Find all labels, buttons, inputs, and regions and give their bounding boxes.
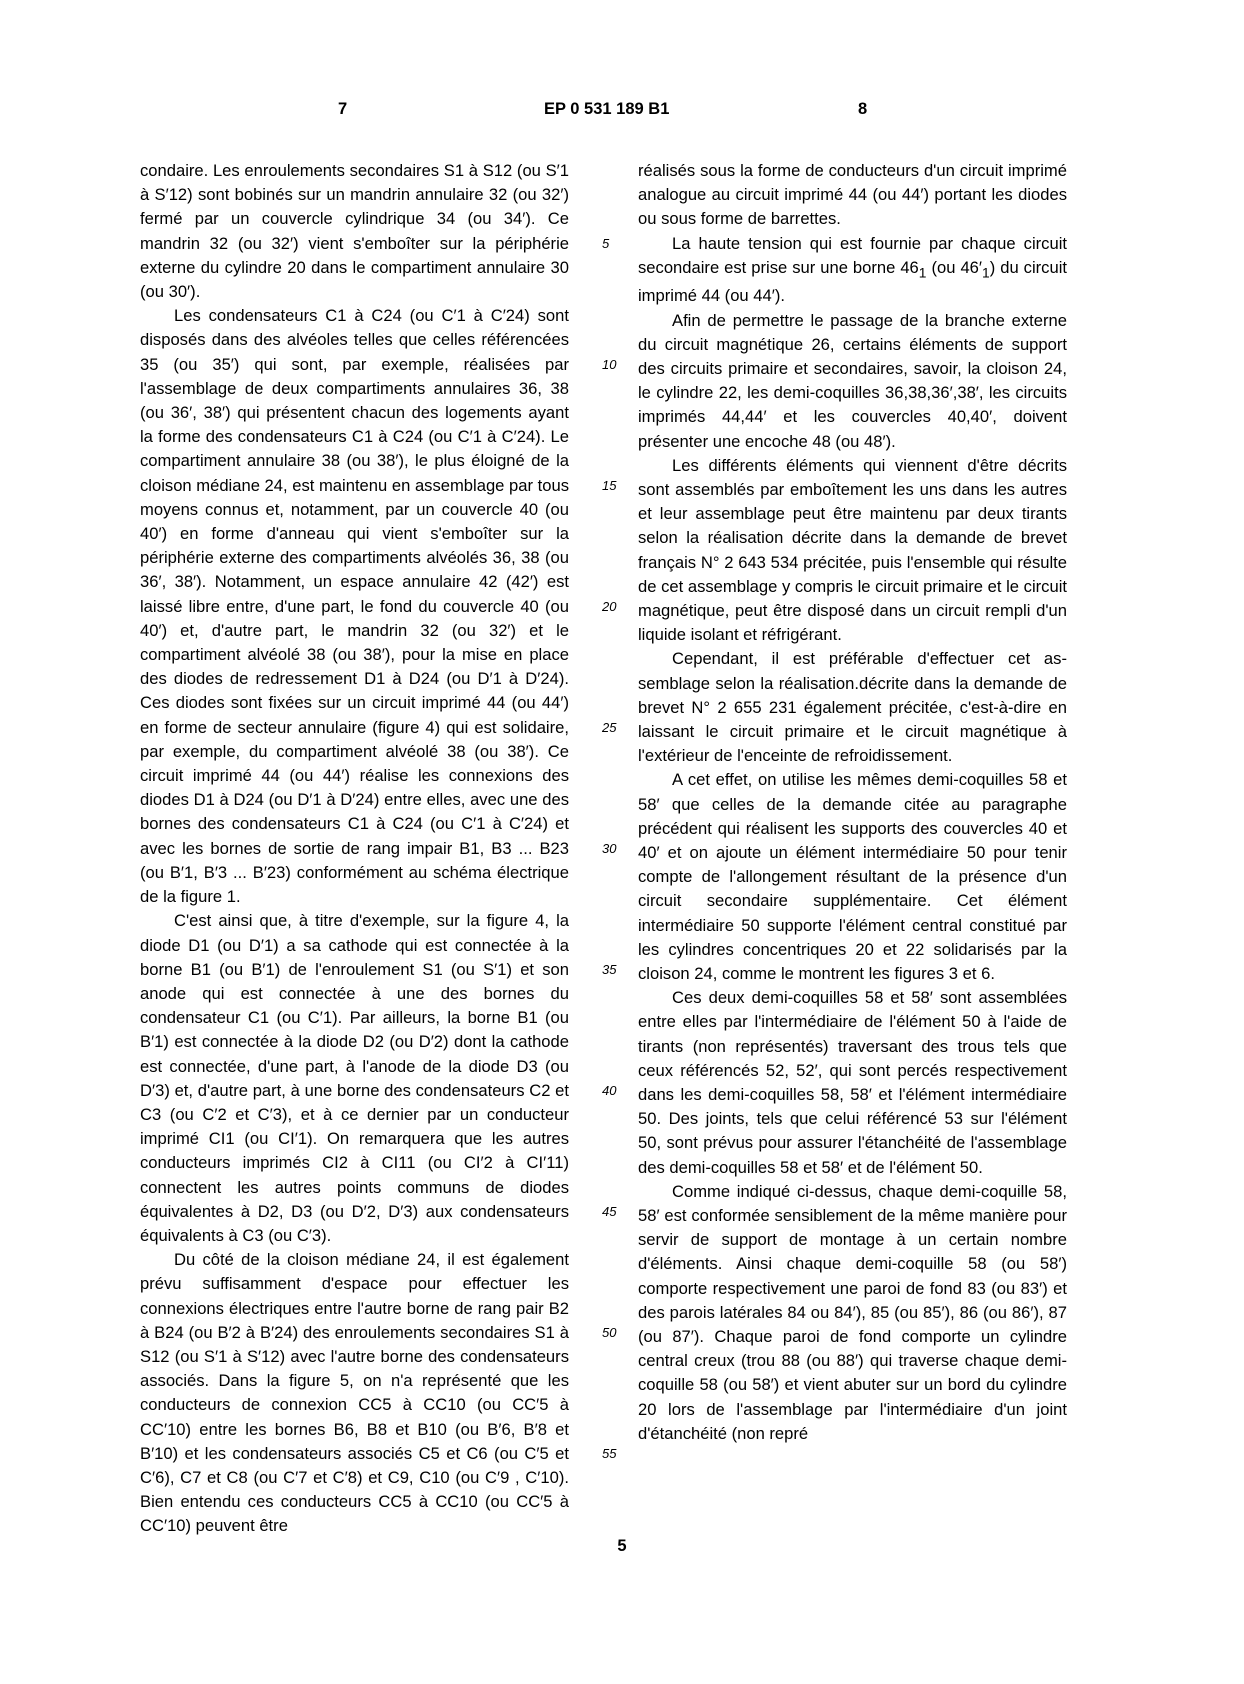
text-run: ) du circuit imprimé 44 (ou 44′). xyxy=(638,257,1067,306)
left-text-column xyxy=(140,159,569,1539)
line-number: 15 xyxy=(602,478,617,493)
line-number: 10 xyxy=(602,357,617,372)
paragraph: Les condensateurs C1 à C24 (ou C′1 à C′24) sont disposés dans des alvéoles telles que celles référencées 35 (ou 35′) qui sont, par exemple, réalisées par l'assemblage de deux compartiments annulaires 36, 38 (ou 36′, 38′) qui présentent chacun des logements ayant la forme des condensateurs C1 à C24 (ou C′1 à C′24). Le compartiment annulaire 38 (ou 38′), le plus éloigné de la cloison médiane 24, est maintenu en assemblage par tous moyens connus et, notamment, par un couvercle 40 (ou 40′) en forme d'anneau qui vient s'emboîter sur la périphérie externe des compartiments alvéolés 36, 38 (ou 36′, 38′). Notamment, un espace annulaire 42 (42′) est laissé libre entre, d'une part, le fond du couvercle 40 (ou 40′) et, d'autre part, le mandrin 32 (ou 32′) et le compartiment alvéolé 38 (ou 38′), pour la mise en place des diodes de redressement D1 à D24 (ou D′1 à D′24). Ces diodes sont fixées sur un circuit imprimé 44 (ou 44′) en forme de secteur annulaire (figure 4) qui est solidaire, par exemple, du compartiment alvéolé 38 (ou 38′). Ce circuit imprimé 44 (ou 44′) réalise les connexions des diodes D1 à D24 (ou D′1 à D′24) entre elles, avec une des bornes des condensateurs C1 à C24 (ou C′1 à C′24) et avec les bornes de sortie de rang impair B1, B3 ... B23 (ou B′1, B′3 ... B′23) conformément au schéma électrique de la figure 1. xyxy=(140,306,569,907)
paragraph-with-subscript xyxy=(638,232,1067,309)
right-text-column xyxy=(638,159,1067,1446)
left-page-number: 7 xyxy=(338,100,348,118)
text-run: (ou 46′ xyxy=(926,257,983,277)
paragraph: C'est ainsi que, à titre d'exemple, sur la figure 4, la diode D1 (ou D′1) a sa cathode qui est connectée à la borne B1 (ou B′1) de l'enroulement S1 (ou S′1) et son anode qui est connectée à une des bornes du condensateur C1 (ou C′1). Par ailleurs, la borne B1 (ou B′1) est connectée à la diode D2 (ou D′2) dont la cathode est connectée, d'une part, à l'anode de la diode D3 (ou D′3) et, d'autre part, à une borne des condensateurs C2 et C3 (ou C′2 et C′3), et à ce dernier par un conducteur imprimé CI1 (ou CI′1). On remarquera que les autres conducteurs imprimés CI2 à CI11 (ou CI′2 à CI′11) connectent les autres points communs de diodes équivalentes à D2, D3 (ou D′2, D′3) aux condensateurs équivalents à C3 (ou C′3). xyxy=(140,911,569,1245)
line-number: 35 xyxy=(602,962,617,977)
paragraph: condaire. Les enroulements secondaires S1 à S12 (ou S′1 à S′12) sont bobinés sur un mandrin annulaire 32 (ou 32′) fermé par un couvercle cylindrique 34 (ou 34′). Ce mandrin 32 (ou 32′) vient s'emboîter sur la périphérie externe du cylindre 20 dans le compartiment annulaire 30 (ou 30′). xyxy=(140,161,569,302)
paragraph: Comme indiqué ci-dessus, chaque demi-coquille 58, 58′ est conformée sensiblement de la même manière pour servir de support de montage à un certain nombre d'éléments. Ainsi chaque demi-coquille 58 (ou 58′) comporte respectivement une paroi de fond 83 (ou 83′) et des parois latérales 84 ou 84′), 85 (ou 85′), 86 (ou 86′), 87 (ou 87′). Chaque paroi de fond comporte un cylindre central creux (trou 88 (ou 88′) qui traverse chaque demi-coquille 58 (ou 58′) et vient abuter sur un bord du cylindre 20 lors de l'assemblage par l'intermédiaire d'un joint d'étanchéité (non repré xyxy=(638,1181,1067,1443)
subscript: 1 xyxy=(982,264,990,281)
paragraph: Afin de permettre le passage de la branche externe du circuit magnétique 26, certains éléments de support des circuits primaire et secondaires, savoir, la cloison 24, le cylindre 22, les demi-coquilles 36,38,36′,38′, les circuits imprimés 44,44′ et les couvercles 40,40′, doivent présenter une encoche 48 (ou 48′). xyxy=(638,310,1067,451)
paragraph: Cependant, il est préférable d'effectuer cet assemblage selon la réalisation.décrite dans la demande de brevet N° 2 655 231 également précitée, c'est-à-dire en laissant le circuit primaire et le circuit magnétique à l'extérieur de l'enceinte de refroidissement. xyxy=(638,649,1067,766)
paragraph: Ces deux demi-coquilles 58 et 58′ sont assemblées entre elles par l'intermédiaire de l'élément 50 à l'aide de tirants (non représentés) traversant des trous tels que ceux référencés 52, 52′, qui sont percés respectivement dans les demi-coquilles 58, 58′ et l'élément intermédiaire 50. Des joints, tels que celui référencé 53 sur l'élément 50, sont prévus pour assurer l'étanchéité de l'assemblage des demi-coquilles 58 et 58′ et de l'élément 50. xyxy=(638,988,1067,1177)
paragraph: réalisés sous la forme de conducteurs d'un circuit imprimé analogue au circuit imprimé 44 (ou 44′) portant les diodes ou sous forme de barrettes. xyxy=(638,161,1067,229)
paragraph: A cet effet, on utilise les mêmes demi-coquilles 58 et 58′ que celles de la demande citée au paragraphe précédent qui réalisent les supports des couvercles 40 et 40′ et on ajoute un élément intermédiaire 50 pour tenir compte de l'allongement résultant de la présence d'un circuit secondaire supplémentaire. Cet élément intermédiaire 50 supporte l'élément central constitué par les cylindres concentriques 20 et 22 solidarisés par la cloison 24, comme le montrent les figures 3 et 6. xyxy=(638,770,1067,984)
line-number: 55 xyxy=(602,1446,617,1461)
line-number: 45 xyxy=(602,1204,617,1219)
publication-number: EP 0 531 189 B1 xyxy=(544,100,670,118)
line-number: 50 xyxy=(602,1325,617,1340)
line-number: 20 xyxy=(602,599,617,614)
line-number: 40 xyxy=(602,1083,617,1098)
subscript: 1 xyxy=(918,264,927,281)
paragraph: Du côté de la cloison médiane 24, il est également prévu suffisamment d'espace pour effectuer les connexions électriques entre l'autre borne de rang pair B2 à B24 (ou B′2 à B′24) des enroulements secondaires S1 à S12 (ou S′1 à S′12) avec l'autre borne des condensateurs associés. Dans la figure 5, on n'a représenté que les conducteurs de connexion CC5 à CC10 (ou CC′5 à CC′10) entre les bornes B6, B8 et B10 (ou B′6, B′8 et B′10) et les condensateurs associés C5 et C6 (ou C′5 et C′6), C7 et C8 (ou C′7 et C′8) et C9, C10 (ou C′9 , C′10). Bien entendu ces conducteurs CC5 à CC10 (ou CC′5 à CC′10) peuvent être xyxy=(140,1250,569,1536)
paragraph: Les différents éléments qui viennent d'être décrits sont assemblés par emboîtement les uns dans les autres et leur assemblage peut être maintenu par deux tirants selon la réalisation décrite dans la demande de brevet français N° 2 643 534 précitée, puis l'ensemble qui résulte de cet assemblage y compris le circuit primaire et le circuit magnétique, peut être disposé dans un circuit rempli d'un liquide isolant et réfrigérant. xyxy=(638,455,1067,645)
line-number: 25 xyxy=(602,720,617,735)
line-number: 5 xyxy=(602,236,610,251)
footer-page-number: 5 xyxy=(617,1537,627,1555)
line-number: 30 xyxy=(602,841,617,856)
text-run: La haute tension qui est fournie par chaque circuit secondaire est prise sur une borne 46 xyxy=(638,233,1067,277)
right-page-number: 8 xyxy=(858,100,868,118)
